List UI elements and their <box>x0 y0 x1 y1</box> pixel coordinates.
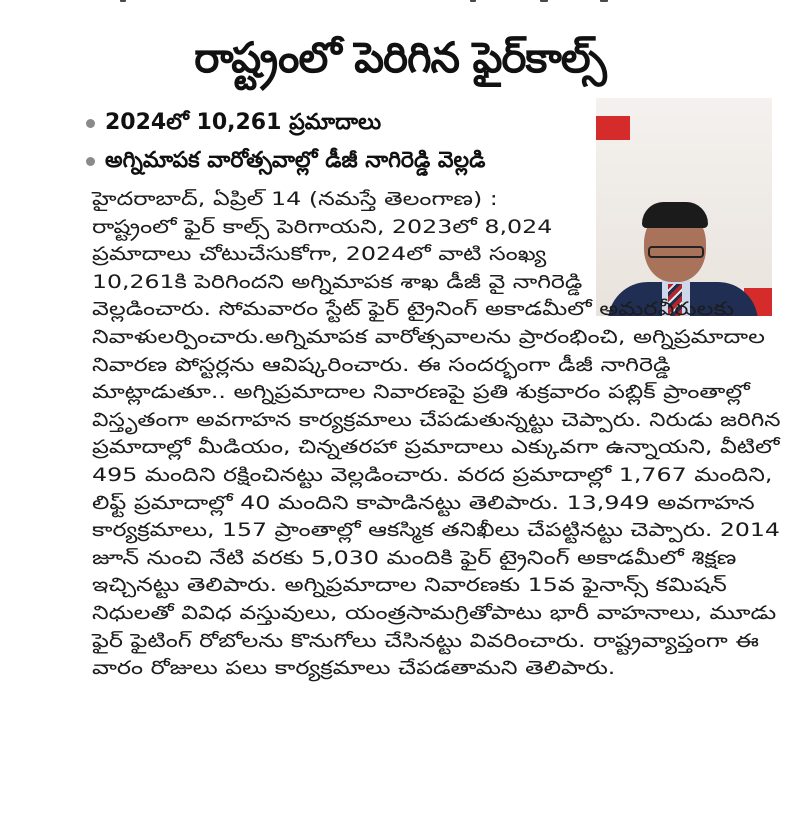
body-line: వెల్లడించారు. సోమవారం స్టేట్ ఫైర్ ట్రైనింగ్ అకాడమీలో అమరవీరులకు <box>92 298 735 321</box>
body-line: 10,261కి పెరిగిందని అగ్నిమాపక శాఖ డీజీ వై నాగిరెడ్డి <box>92 270 583 293</box>
body-line: నివాళులర్పించారు.అగ్నిమాపక వారోత్సవాలను ప్రారంభించి, అగ్నిప్రమాదాల <box>92 325 765 348</box>
body-line: నిధులతో వివిధ వస్తువులు, యంత్రసామగ్రితోపాటు భారీ వాహనాలు, మూడు <box>92 601 777 624</box>
body-line: హైదరాబాద్, ఏప్రిల్ 14 (నమస్తే తెలంగాణ) : <box>92 188 498 210</box>
body-line: వారం రోజులు పలు కార్యక్రమాలు చేపడతామని తెలిపారు. <box>92 657 616 680</box>
bullet-dot-icon <box>86 119 95 128</box>
body-line: నివారణ పోస్టర్లను ఆవిష్కరించారు. ఈ సందర్భంగా డీజీ నాగిరెడ్డి <box>92 353 671 376</box>
body-line: కార్యక్రమాలు, 157 ప్రాంతాల్లో ఆకస్మిక తనిఖీలు చేపట్టినట్టు చెప్పారు. 2014 <box>92 519 780 542</box>
body-line: లిఫ్ట్ ప్రమాదాల్లో 40 మందిని కాపాడినట్టు తెలిపారు. 13,949 అవగాహన <box>92 491 755 514</box>
body-line: ఇచ్చినట్టు తెలిపారు. అగ్నిప్రమాదాల నివారణకు 15వ ఫైనాన్స్ కమిషన్ <box>92 574 727 597</box>
bullet-dot-icon <box>86 157 95 166</box>
bullet-item <box>86 142 606 180</box>
body-line: ప్రమాదాల్లో మీడియం, చిన్నతరహా ప్రమాదాలు ఎక్కువగా ఉన్నాయని, వీటిలో <box>92 436 780 459</box>
banner-red-block <box>596 116 630 140</box>
highlight-bullets <box>86 104 606 180</box>
body-line: రాష్ట్రంలో ఫైర్ కాల్స్ పెరిగాయని, 2023లో 8,024 <box>92 215 553 238</box>
body-line: ప్రమాదాలు చోటుచేసుకోగా, 2024లో వాటి సంఖ్య <box>92 243 547 266</box>
bullet-text: అగ్నిమాపక వారోత్సవాల్లో డీజీ నాగిరెడ్డి వెల్లడి <box>105 148 486 173</box>
bullet-text: 2024లో 10,261 ప్రమాదాలు <box>105 110 382 135</box>
body-line: విస్తృతంగా అవగాహన కార్యక్రమాలు చేపడుతున్నట్టు చెప్పారు. నిరుడు జరిగిన <box>92 408 781 431</box>
body-line: 495 మందిని రక్షించినట్టు వెల్లడించారు. వరద ప్రమాదాల్లో 1,767 మందిని, <box>92 463 773 486</box>
bullet-item <box>86 104 606 142</box>
body-line: మాట్లాడుతూ.. అగ్నిప్రమాదాల నివారణపై ప్రతి శుక్రవారం పబ్లిక్ ప్రాంతాల్లో <box>92 381 750 404</box>
article-body <box>92 186 782 683</box>
body-line: ఫైర్ ఫైటింగ్ రోబోలను కొనుగోలు చేసినట్టు వివరించారు. రాష్ట్రవ్యాప్తంగా ఈ <box>92 629 759 652</box>
cropped-previous-line <box>0 0 800 14</box>
article-headline: రాష్ట్రంలో పెరిగిన ఫైర్‌కాల్స్ <box>194 33 606 82</box>
body-line: జూన్ నుంచి నేటి వరకు 5,030 మందికి ఫైర్ ట్రైనింగ్ అకాడమీలో శిక్షణ <box>92 546 737 569</box>
